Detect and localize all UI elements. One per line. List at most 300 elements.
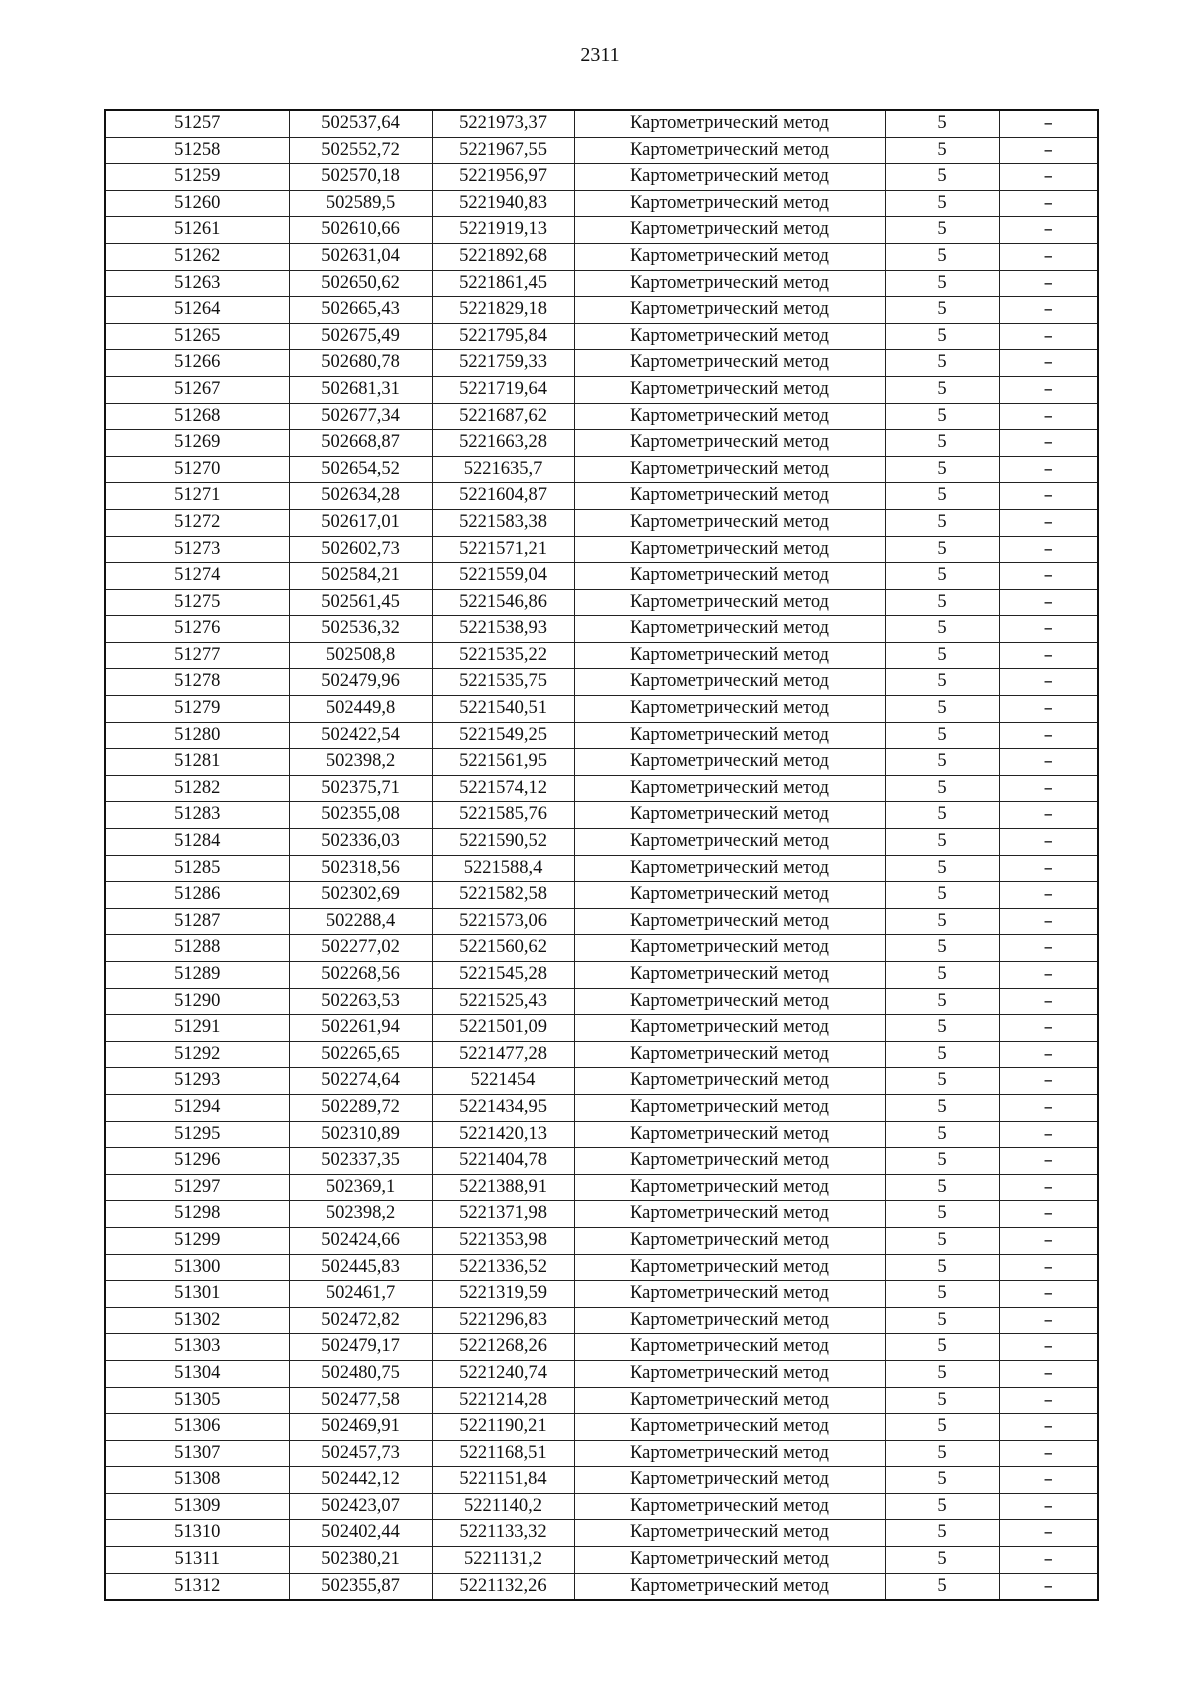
table-row: [105, 642, 1098, 669]
point-number-cell: 51278: [105, 669, 289, 696]
table-row: [105, 882, 1098, 909]
point-number-cell: 51263: [105, 270, 289, 297]
table-row: [105, 988, 1098, 1015]
table-row: [105, 1094, 1098, 1121]
y-coordinate-cell: 5221140,2: [432, 1493, 574, 1520]
table-row: [105, 1414, 1098, 1441]
table-row: [105, 1493, 1098, 1520]
accuracy-cell: 5: [885, 722, 999, 749]
x-coordinate-cell: 502461,7: [289, 1281, 432, 1308]
point-number-cell: 51288: [105, 935, 289, 962]
accuracy-cell: 5: [885, 1041, 999, 1068]
table-row: [105, 164, 1098, 191]
point-number-cell: 51283: [105, 802, 289, 829]
x-coordinate-cell: 502472,82: [289, 1307, 432, 1334]
point-number-cell: 51298: [105, 1201, 289, 1228]
accuracy-cell: 5: [885, 1174, 999, 1201]
table-row: [105, 1041, 1098, 1068]
point-number-cell: 51266: [105, 350, 289, 377]
y-coordinate-cell: 5221131,2: [432, 1547, 574, 1574]
x-coordinate-cell: 502402,44: [289, 1520, 432, 1547]
x-coordinate-cell: 502480,75: [289, 1360, 432, 1387]
coordinates-table-body: [105, 110, 1098, 1600]
point-number-cell: 51260: [105, 190, 289, 217]
table-row: [105, 1068, 1098, 1095]
accuracy-cell: 5: [885, 642, 999, 669]
x-coordinate-cell: 502442,12: [289, 1467, 432, 1494]
method-cell: Картометрический метод: [574, 1387, 885, 1414]
method-cell: Картометрический метод: [574, 749, 885, 776]
table-row: [105, 137, 1098, 164]
y-coordinate-cell: 5221388,91: [432, 1174, 574, 1201]
y-coordinate-cell: 5221545,28: [432, 962, 574, 989]
description-cell: –: [999, 882, 1098, 909]
table-row: [105, 802, 1098, 829]
description-cell: –: [999, 988, 1098, 1015]
accuracy-cell: 5: [885, 297, 999, 324]
method-cell: Картометрический метод: [574, 669, 885, 696]
y-coordinate-cell: 5221434,95: [432, 1094, 574, 1121]
accuracy-cell: 5: [885, 935, 999, 962]
x-coordinate-cell: 502355,87: [289, 1573, 432, 1600]
method-cell: Картометрический метод: [574, 137, 885, 164]
x-coordinate-cell: 502422,54: [289, 722, 432, 749]
table-row: [105, 1121, 1098, 1148]
accuracy-cell: 5: [885, 1414, 999, 1441]
point-number-cell: 51282: [105, 775, 289, 802]
accuracy-cell: 5: [885, 137, 999, 164]
method-cell: Картометрический метод: [574, 988, 885, 1015]
method-cell: Картометрический метод: [574, 1227, 885, 1254]
point-number-cell: 51312: [105, 1573, 289, 1600]
page-number: 2311: [580, 44, 620, 66]
x-coordinate-cell: 502380,21: [289, 1547, 432, 1574]
point-number-cell: 51289: [105, 962, 289, 989]
x-coordinate-cell: 502602,73: [289, 536, 432, 563]
table-row: [105, 1201, 1098, 1228]
method-cell: Картометрический метод: [574, 1068, 885, 1095]
accuracy-cell: 5: [885, 1547, 999, 1574]
method-cell: Картометрический метод: [574, 1121, 885, 1148]
method-cell: Картометрический метод: [574, 908, 885, 935]
table-row: [105, 403, 1098, 430]
x-coordinate-cell: 502355,08: [289, 802, 432, 829]
point-number-cell: 51297: [105, 1174, 289, 1201]
method-cell: Картометрический метод: [574, 696, 885, 723]
point-number-cell: 51261: [105, 217, 289, 244]
y-coordinate-cell: 5221214,28: [432, 1387, 574, 1414]
description-cell: –: [999, 1307, 1098, 1334]
x-coordinate-cell: 502675,49: [289, 323, 432, 350]
point-number-cell: 51258: [105, 137, 289, 164]
table-row: [105, 589, 1098, 616]
y-coordinate-cell: 5221559,04: [432, 563, 574, 590]
accuracy-cell: 5: [885, 563, 999, 590]
x-coordinate-cell: 502449,8: [289, 696, 432, 723]
method-cell: Картометрический метод: [574, 882, 885, 909]
method-cell: Картометрический метод: [574, 775, 885, 802]
point-number-cell: 51270: [105, 456, 289, 483]
x-coordinate-cell: 502398,2: [289, 1201, 432, 1228]
description-cell: –: [999, 1493, 1098, 1520]
y-coordinate-cell: 5221501,09: [432, 1015, 574, 1042]
y-coordinate-cell: 5221571,21: [432, 536, 574, 563]
point-number-cell: 51306: [105, 1414, 289, 1441]
point-number-cell: 51262: [105, 243, 289, 270]
table-row: [105, 829, 1098, 856]
method-cell: Картометрический метод: [574, 935, 885, 962]
method-cell: Картометрический метод: [574, 1360, 885, 1387]
y-coordinate-cell: 5221133,32: [432, 1520, 574, 1547]
description-cell: –: [999, 589, 1098, 616]
x-coordinate-cell: 502479,17: [289, 1334, 432, 1361]
table-row: [105, 1520, 1098, 1547]
accuracy-cell: 5: [885, 536, 999, 563]
table-row: [105, 1015, 1098, 1042]
table-row: [105, 1573, 1098, 1600]
accuracy-cell: 5: [885, 456, 999, 483]
description-cell: –: [999, 1041, 1098, 1068]
y-coordinate-cell: 5221546,86: [432, 589, 574, 616]
accuracy-cell: 5: [885, 1440, 999, 1467]
accuracy-cell: 5: [885, 908, 999, 935]
accuracy-cell: 5: [885, 1094, 999, 1121]
accuracy-cell: 5: [885, 1307, 999, 1334]
description-cell: –: [999, 190, 1098, 217]
x-coordinate-cell: 502424,66: [289, 1227, 432, 1254]
method-cell: Картометрический метод: [574, 350, 885, 377]
x-coordinate-cell: 502274,64: [289, 1068, 432, 1095]
method-cell: Картометрический метод: [574, 217, 885, 244]
x-coordinate-cell: 502445,83: [289, 1254, 432, 1281]
x-coordinate-cell: 502561,45: [289, 589, 432, 616]
method-cell: Картометрический метод: [574, 1520, 885, 1547]
description-cell: –: [999, 962, 1098, 989]
method-cell: Картометрический метод: [574, 430, 885, 457]
table-row: [105, 1467, 1098, 1494]
table-row: [105, 749, 1098, 776]
y-coordinate-cell: 5221168,51: [432, 1440, 574, 1467]
accuracy-cell: 5: [885, 882, 999, 909]
description-cell: –: [999, 775, 1098, 802]
accuracy-cell: 5: [885, 988, 999, 1015]
point-number-cell: 51295: [105, 1121, 289, 1148]
accuracy-cell: 5: [885, 669, 999, 696]
table-row: [105, 563, 1098, 590]
y-coordinate-cell: 5221588,4: [432, 855, 574, 882]
table-row: [105, 616, 1098, 643]
accuracy-cell: 5: [885, 350, 999, 377]
table-row: [105, 297, 1098, 324]
y-coordinate-cell: 5221967,55: [432, 137, 574, 164]
description-cell: –: [999, 323, 1098, 350]
accuracy-cell: 5: [885, 1334, 999, 1361]
table-row: [105, 1334, 1098, 1361]
x-coordinate-cell: 502665,43: [289, 297, 432, 324]
table-row: [105, 908, 1098, 935]
table-row: [105, 456, 1098, 483]
accuracy-cell: 5: [885, 1493, 999, 1520]
table-row: [105, 855, 1098, 882]
accuracy-cell: 5: [885, 1467, 999, 1494]
description-cell: –: [999, 855, 1098, 882]
accuracy-cell: 5: [885, 1520, 999, 1547]
accuracy-cell: 5: [885, 1068, 999, 1095]
y-coordinate-cell: 5221240,74: [432, 1360, 574, 1387]
accuracy-cell: 5: [885, 1121, 999, 1148]
description-cell: –: [999, 722, 1098, 749]
description-cell: –: [999, 908, 1098, 935]
method-cell: Картометрический метод: [574, 403, 885, 430]
y-coordinate-cell: 5221319,59: [432, 1281, 574, 1308]
method-cell: Картометрический метод: [574, 110, 885, 137]
point-number-cell: 51296: [105, 1148, 289, 1175]
y-coordinate-cell: 5221336,52: [432, 1254, 574, 1281]
accuracy-cell: 5: [885, 376, 999, 403]
method-cell: Картометрический метод: [574, 1015, 885, 1042]
y-coordinate-cell: 5221919,13: [432, 217, 574, 244]
method-cell: Картометрический метод: [574, 1174, 885, 1201]
point-number-cell: 51265: [105, 323, 289, 350]
table-row: [105, 1174, 1098, 1201]
description-cell: –: [999, 1227, 1098, 1254]
accuracy-cell: 5: [885, 270, 999, 297]
description-cell: –: [999, 483, 1098, 510]
accuracy-cell: 5: [885, 1387, 999, 1414]
accuracy-cell: 5: [885, 802, 999, 829]
x-coordinate-cell: 502589,5: [289, 190, 432, 217]
x-coordinate-cell: 502552,72: [289, 137, 432, 164]
y-coordinate-cell: 5221560,62: [432, 935, 574, 962]
point-number-cell: 51285: [105, 855, 289, 882]
x-coordinate-cell: 502479,96: [289, 669, 432, 696]
accuracy-cell: 5: [885, 190, 999, 217]
accuracy-cell: 5: [885, 509, 999, 536]
description-cell: –: [999, 696, 1098, 723]
point-number-cell: 51310: [105, 1520, 289, 1547]
point-number-cell: 51286: [105, 882, 289, 909]
description-cell: –: [999, 536, 1098, 563]
y-coordinate-cell: 5221940,83: [432, 190, 574, 217]
accuracy-cell: 5: [885, 1254, 999, 1281]
table-row: [105, 775, 1098, 802]
point-number-cell: 51299: [105, 1227, 289, 1254]
accuracy-cell: 5: [885, 1201, 999, 1228]
description-cell: –: [999, 243, 1098, 270]
point-number-cell: 51267: [105, 376, 289, 403]
x-coordinate-cell: 502310,89: [289, 1121, 432, 1148]
table-row: [105, 1254, 1098, 1281]
accuracy-cell: 5: [885, 962, 999, 989]
description-cell: –: [999, 1068, 1098, 1095]
point-number-cell: 51294: [105, 1094, 289, 1121]
x-coordinate-cell: 502288,4: [289, 908, 432, 935]
x-coordinate-cell: 502375,71: [289, 775, 432, 802]
table-row: [105, 217, 1098, 244]
accuracy-cell: 5: [885, 164, 999, 191]
description-cell: –: [999, 164, 1098, 191]
table-row: [105, 376, 1098, 403]
accuracy-cell: 5: [885, 430, 999, 457]
description-cell: –: [999, 935, 1098, 962]
point-number-cell: 51307: [105, 1440, 289, 1467]
point-number-cell: 51301: [105, 1281, 289, 1308]
description-cell: –: [999, 430, 1098, 457]
point-number-cell: 51264: [105, 297, 289, 324]
description-cell: –: [999, 1440, 1098, 1467]
point-number-cell: 51259: [105, 164, 289, 191]
point-number-cell: 51300: [105, 1254, 289, 1281]
accuracy-cell: 5: [885, 1573, 999, 1600]
y-coordinate-cell: 5221829,18: [432, 297, 574, 324]
table-row: [105, 696, 1098, 723]
x-coordinate-cell: 502537,64: [289, 110, 432, 137]
table-row: [105, 1307, 1098, 1334]
description-cell: –: [999, 749, 1098, 776]
accuracy-cell: 5: [885, 217, 999, 244]
y-coordinate-cell: 5221663,28: [432, 430, 574, 457]
y-coordinate-cell: 5221604,87: [432, 483, 574, 510]
y-coordinate-cell: 5221956,97: [432, 164, 574, 191]
method-cell: Картометрический метод: [574, 722, 885, 749]
x-coordinate-cell: 502261,94: [289, 1015, 432, 1042]
table-row: [105, 669, 1098, 696]
method-cell: Картометрический метод: [574, 323, 885, 350]
method-cell: Картометрический метод: [574, 1440, 885, 1467]
x-coordinate-cell: 502610,66: [289, 217, 432, 244]
description-cell: –: [999, 270, 1098, 297]
method-cell: Картометрический метод: [574, 270, 885, 297]
table-row: [105, 962, 1098, 989]
y-coordinate-cell: 5221549,25: [432, 722, 574, 749]
y-coordinate-cell: 5221404,78: [432, 1148, 574, 1175]
description-cell: –: [999, 1254, 1098, 1281]
x-coordinate-cell: 502263,53: [289, 988, 432, 1015]
method-cell: Картометрический метод: [574, 509, 885, 536]
point-number-cell: 51309: [105, 1493, 289, 1520]
method-cell: Картометрический метод: [574, 563, 885, 590]
x-coordinate-cell: 502631,04: [289, 243, 432, 270]
method-cell: Картометрический метод: [574, 456, 885, 483]
table-row: [105, 430, 1098, 457]
accuracy-cell: 5: [885, 110, 999, 137]
point-number-cell: 51292: [105, 1041, 289, 1068]
description-cell: –: [999, 297, 1098, 324]
description-cell: –: [999, 456, 1098, 483]
accuracy-cell: 5: [885, 775, 999, 802]
accuracy-cell: 5: [885, 855, 999, 882]
accuracy-cell: 5: [885, 1148, 999, 1175]
table-row: [105, 536, 1098, 563]
description-cell: –: [999, 217, 1098, 244]
table-row: [105, 1387, 1098, 1414]
x-coordinate-cell: 502650,62: [289, 270, 432, 297]
y-coordinate-cell: 5221420,13: [432, 1121, 574, 1148]
method-cell: Картометрический метод: [574, 589, 885, 616]
y-coordinate-cell: 5221132,26: [432, 1573, 574, 1600]
description-cell: –: [999, 1201, 1098, 1228]
point-number-cell: 51279: [105, 696, 289, 723]
table-row: [105, 1281, 1098, 1308]
x-coordinate-cell: 502570,18: [289, 164, 432, 191]
y-coordinate-cell: 5221582,58: [432, 882, 574, 909]
x-coordinate-cell: 502477,58: [289, 1387, 432, 1414]
method-cell: Картометрический метод: [574, 616, 885, 643]
x-coordinate-cell: 502268,56: [289, 962, 432, 989]
x-coordinate-cell: 502680,78: [289, 350, 432, 377]
method-cell: Картометрический метод: [574, 1201, 885, 1228]
description-cell: –: [999, 1414, 1098, 1441]
method-cell: Картометрический метод: [574, 1573, 885, 1600]
y-coordinate-cell: 5221268,26: [432, 1334, 574, 1361]
y-coordinate-cell: 5221635,7: [432, 456, 574, 483]
point-number-cell: 51269: [105, 430, 289, 457]
point-number-cell: 51257: [105, 110, 289, 137]
description-cell: –: [999, 669, 1098, 696]
x-coordinate-cell: 502634,28: [289, 483, 432, 510]
table-row: [105, 323, 1098, 350]
method-cell: Картометрический метод: [574, 1148, 885, 1175]
method-cell: Картометрический метод: [574, 829, 885, 856]
description-cell: –: [999, 1281, 1098, 1308]
accuracy-cell: 5: [885, 1281, 999, 1308]
y-coordinate-cell: 5221477,28: [432, 1041, 574, 1068]
point-number-cell: 51281: [105, 749, 289, 776]
y-coordinate-cell: 5221371,98: [432, 1201, 574, 1228]
y-coordinate-cell: 5221892,68: [432, 243, 574, 270]
method-cell: Картометрический метод: [574, 376, 885, 403]
y-coordinate-cell: 5221151,84: [432, 1467, 574, 1494]
description-cell: –: [999, 509, 1098, 536]
method-cell: Картометрический метод: [574, 483, 885, 510]
description-cell: –: [999, 1387, 1098, 1414]
y-coordinate-cell: 5221535,75: [432, 669, 574, 696]
table-row: [105, 509, 1098, 536]
table-row: [105, 243, 1098, 270]
y-coordinate-cell: 5221190,21: [432, 1414, 574, 1441]
accuracy-cell: 5: [885, 1360, 999, 1387]
x-coordinate-cell: 502423,07: [289, 1493, 432, 1520]
accuracy-cell: 5: [885, 749, 999, 776]
method-cell: Картометрический метод: [574, 1493, 885, 1520]
point-number-cell: 51303: [105, 1334, 289, 1361]
method-cell: Картометрический метод: [574, 536, 885, 563]
accuracy-cell: 5: [885, 829, 999, 856]
y-coordinate-cell: 5221861,45: [432, 270, 574, 297]
description-cell: –: [999, 563, 1098, 590]
point-number-cell: 51275: [105, 589, 289, 616]
method-cell: Картометрический метод: [574, 962, 885, 989]
point-number-cell: 51274: [105, 563, 289, 590]
description-cell: –: [999, 802, 1098, 829]
x-coordinate-cell: 502265,65: [289, 1041, 432, 1068]
x-coordinate-cell: 502654,52: [289, 456, 432, 483]
table-row: [105, 190, 1098, 217]
x-coordinate-cell: 502337,35: [289, 1148, 432, 1175]
x-coordinate-cell: 502677,34: [289, 403, 432, 430]
point-number-cell: 51302: [105, 1307, 289, 1334]
table-row: [105, 1148, 1098, 1175]
y-coordinate-cell: 5221540,51: [432, 696, 574, 723]
x-coordinate-cell: 502398,2: [289, 749, 432, 776]
x-coordinate-cell: 502457,73: [289, 1440, 432, 1467]
point-number-cell: 51276: [105, 616, 289, 643]
description-cell: –: [999, 110, 1098, 137]
coordinates-table: [104, 109, 1099, 1601]
accuracy-cell: 5: [885, 1015, 999, 1042]
y-coordinate-cell: 5221574,12: [432, 775, 574, 802]
description-cell: –: [999, 829, 1098, 856]
